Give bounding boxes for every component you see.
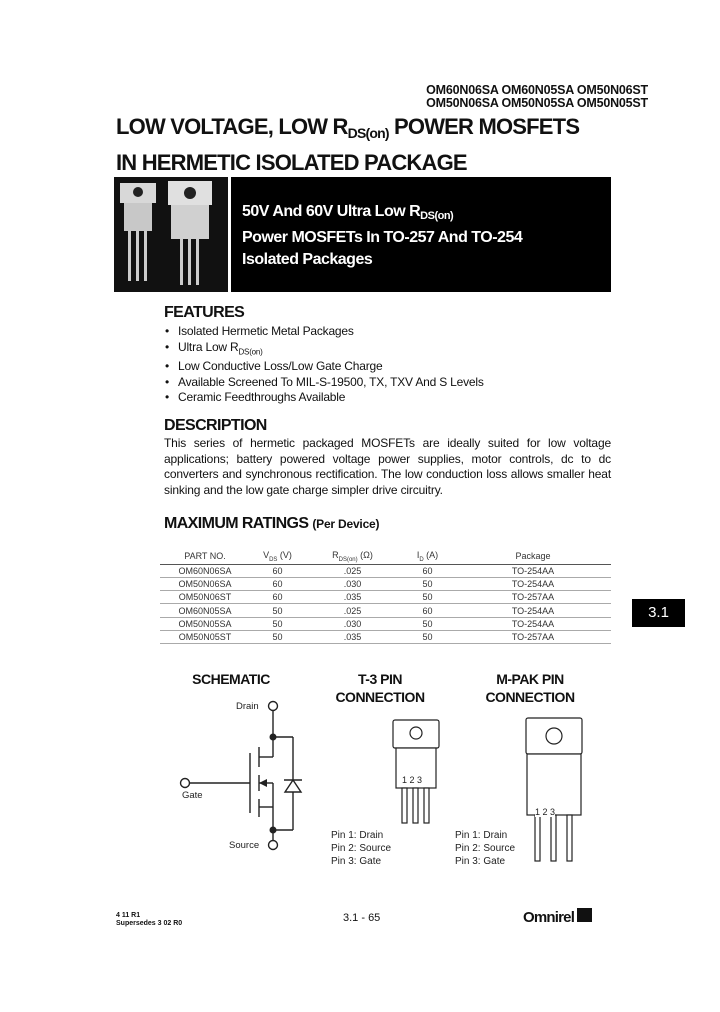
- feature-item-subscript: DS(on): [238, 346, 263, 356]
- pin-description: Pin 2: Source: [331, 843, 392, 854]
- ratings-heading: [164, 515, 379, 533]
- cell-vds: 50: [250, 617, 305, 630]
- header-vds-unit: (V): [277, 549, 292, 560]
- t3-heading-line-2: CONNECTION: [335, 689, 425, 705]
- header-vds: [250, 549, 305, 564]
- header-package: Package: [455, 549, 611, 564]
- pin-description: Pin 3: Gate: [331, 856, 382, 867]
- mpak-heading-line-1: M-PAK PIN: [496, 671, 564, 687]
- cell-rds: .035: [305, 630, 400, 643]
- part-numbers-line-2: OM50N06SA OM50N05SA OM50N05ST: [426, 96, 648, 110]
- header-id-unit: (A): [423, 549, 439, 560]
- gate-label: Gate: [182, 790, 203, 801]
- table-row: [160, 564, 611, 577]
- hero-line-3: Isolated Packages: [242, 251, 373, 268]
- table-row: [160, 604, 611, 617]
- cell-vds: 60: [250, 564, 305, 577]
- cell-part: OM60N05SA: [160, 604, 250, 617]
- cell-part: OM60N06SA: [160, 564, 250, 577]
- cell-package: TO-257AA: [455, 630, 611, 643]
- source-label: Source: [229, 840, 260, 851]
- header-vds-sub: DS: [269, 556, 278, 563]
- page-title: [116, 112, 579, 177]
- cell-part: OM50N05ST: [160, 630, 250, 643]
- pin-description: Pin 2: Source: [455, 843, 516, 854]
- header-vds-symbol: V: [263, 549, 270, 560]
- t3-pin-numbers: 1 2 3: [402, 775, 423, 785]
- pin-description: Pin 1: Drain: [331, 830, 384, 841]
- brand-logo: [523, 907, 592, 926]
- mpak-package-drawing: [524, 716, 586, 864]
- title-line-1: [116, 112, 579, 148]
- cell-part: OM50N06SA: [160, 577, 250, 590]
- header-part: PART NO.: [160, 549, 250, 564]
- hero-line-1: [242, 201, 522, 227]
- cell-vds: 50: [250, 604, 305, 617]
- page-number: 3.1 - 65: [343, 912, 381, 924]
- pin-description: Pin 1: Drain: [455, 830, 508, 841]
- cell-package: TO-254AA: [455, 617, 611, 630]
- feature-item-text: Ultra Low R: [178, 339, 239, 354]
- description-text: This series of hermetic packaged MOSFETs are ideally suited for low voltage applications; battery powered voltage power supplies, motor controls, dc to dc converters and synchronous rectification. The low conduction loss allows smaller heat sinking and the low gate charge simpler drive circuitry.: [164, 436, 611, 497]
- table-row: [160, 617, 611, 630]
- mosfet-schematic-diagram: [175, 695, 315, 865]
- t3-heading: [325, 670, 435, 706]
- cell-vds: 60: [250, 577, 305, 590]
- feature-item: • Isolated Hermetic Metal Packages: [165, 324, 484, 340]
- cell-id: 50: [400, 617, 455, 630]
- package-photo: [114, 177, 231, 292]
- ratings-heading-note: (Per Device): [312, 517, 380, 531]
- brand-logo-text: Omnirel: [523, 909, 575, 926]
- cell-package: TO-254AA: [455, 604, 611, 617]
- table-row: [160, 577, 611, 590]
- table-row: [160, 591, 611, 604]
- title-subscript: DS(on): [347, 125, 389, 141]
- mpak-heading: [475, 670, 585, 706]
- cell-id: 50: [400, 630, 455, 643]
- mpak-heading-line-2: CONNECTION: [485, 689, 575, 705]
- section-tab-badge: 3.1: [632, 599, 685, 627]
- cell-package: TO-254AA: [455, 577, 611, 590]
- features-heading: FEATURES: [164, 304, 245, 321]
- table-row: [160, 630, 611, 643]
- cell-rds: .030: [305, 617, 400, 630]
- header-rds-symbol: R: [332, 549, 339, 560]
- cell-package: TO-257AA: [455, 591, 611, 604]
- ratings-heading-text: MAXIMUM RATINGS: [164, 515, 309, 532]
- cell-rds: .035: [305, 591, 400, 604]
- part-numbers-line-1: OM60N06SA OM60N05SA OM50N06ST: [426, 83, 648, 97]
- cell-part: OM50N05SA: [160, 617, 250, 630]
- cell-vds: 60: [250, 591, 305, 604]
- feature-item: • Ceramic Feedthroughs Available: [165, 390, 484, 406]
- feature-item: [165, 340, 484, 360]
- mpak-pin-numbers: 1 2 3: [535, 807, 556, 817]
- cell-id: 50: [400, 577, 455, 590]
- t3-pin-list: [331, 829, 391, 868]
- description-heading: DESCRIPTION: [164, 417, 267, 434]
- cell-part: OM50N06ST: [160, 591, 250, 604]
- hero-line-1-text: 50V And 60V Ultra Low R: [242, 203, 421, 220]
- cell-id: 60: [400, 604, 455, 617]
- cell-id: 50: [400, 591, 455, 604]
- revision-info: [116, 912, 182, 928]
- part-number-list: [426, 84, 648, 110]
- cell-rds: .025: [305, 604, 400, 617]
- supersedes-note: Supersedes 3 02 R0: [116, 920, 183, 927]
- cell-rds: .025: [305, 564, 400, 577]
- logo-mark-icon: [577, 908, 592, 922]
- drain-label: Drain: [236, 701, 259, 712]
- t3-package-drawing: [390, 717, 450, 825]
- title-prefix: LOW VOLTAGE, LOW R: [116, 114, 348, 139]
- hero-line-2: Power MOSFETs In TO-257 And TO-254: [242, 229, 523, 246]
- header-id-sub: D: [419, 556, 424, 563]
- schematic-heading: SCHEMATIC: [192, 671, 270, 687]
- title-line-2: IN HERMETIC ISOLATED PACKAGE: [116, 150, 467, 175]
- cell-vds: 50: [250, 630, 305, 643]
- header-rds-sub: DS(on): [338, 556, 358, 563]
- hero-banner: [114, 177, 611, 292]
- hero-line-1-subscript: DS(on): [420, 210, 454, 222]
- features-list: [165, 324, 484, 406]
- pin-description: Pin 3: Gate: [455, 856, 506, 867]
- cell-package: TO-254AA: [455, 564, 611, 577]
- hero-headline: [242, 201, 522, 271]
- ratings-table: [160, 549, 611, 644]
- header-id-symbol: I: [416, 549, 420, 560]
- header-rds-unit: (Ω): [357, 549, 373, 560]
- title-suffix: POWER MOSFETS: [388, 114, 580, 139]
- ratings-header-row: [160, 549, 611, 564]
- transistor-packages-image: [114, 177, 228, 292]
- cell-id: 60: [400, 564, 455, 577]
- feature-item: • Low Conductive Loss/Low Gate Charge: [165, 359, 484, 375]
- cell-rds: .030: [305, 577, 400, 590]
- revision-number: 4 11 R1: [116, 912, 141, 919]
- header-rds: [305, 549, 400, 564]
- feature-item: • Available Screened To MIL-S-19500, TX, TXV And S Levels: [165, 375, 484, 391]
- mpak-pin-list: [455, 829, 515, 868]
- header-id: [400, 549, 455, 564]
- t3-heading-line-1: T-3 PIN: [358, 671, 402, 687]
